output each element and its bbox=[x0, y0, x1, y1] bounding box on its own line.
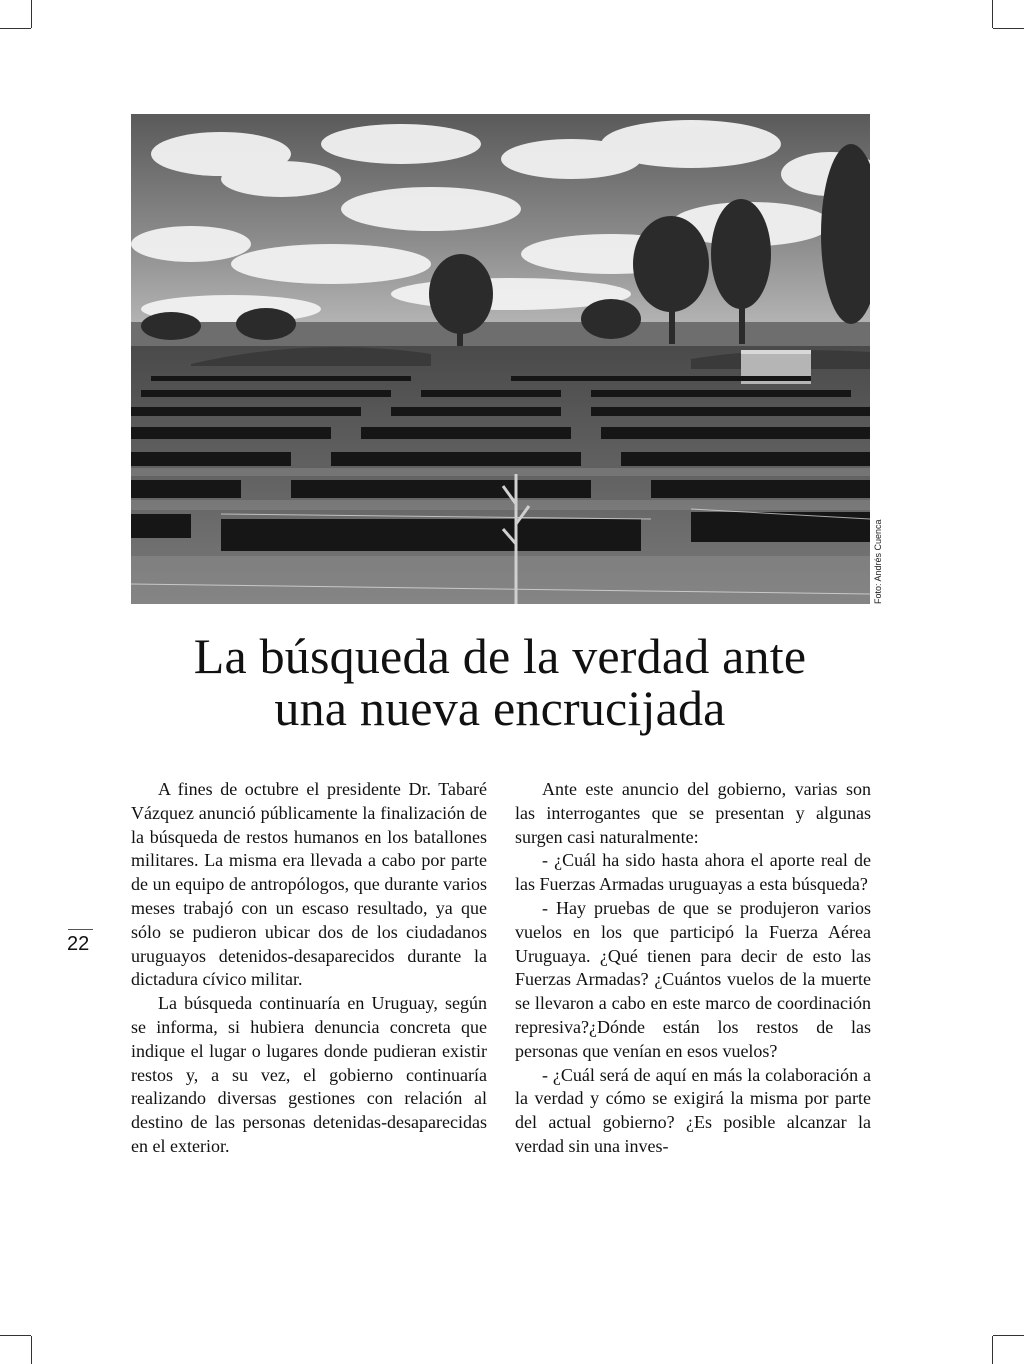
left-column bbox=[131, 778, 487, 1159]
paragraph: La búsqueda continuaría en Uruguay, según se informa, si hubiera denuncia concreta que indique el lugar o lugares donde pudieran existir restos y, a su vez, el gobierno continuaría realizando diversas gestiones con relación al destino de las personas detenidas-desaparecidas en el exterior. bbox=[131, 993, 487, 1156]
right-column bbox=[515, 778, 871, 1159]
paragraph: Ante este anuncio del gobierno, varias son las interrogantes que se presentan y algunas surgen casi naturalmente: bbox=[515, 779, 871, 847]
crop-mark-bottom-left-v bbox=[31, 1336, 32, 1364]
crop-mark-bottom-right-v bbox=[992, 1336, 993, 1364]
article-photo bbox=[131, 114, 870, 604]
question-item: - ¿Cuál ha sido hasta ahora el aporte real de las Fuerzas Armadas uruguayas a esta búsqueda? bbox=[515, 850, 871, 895]
paragraph: A fines de octubre el presidente Dr. Tabaré Vázquez anunció públicamente la finalización de la búsqueda de restos humanos en los batallones militares. La misma era llevada a cabo por parte de un equipo de antropólogos, que durante varios meses trabajó con un escaso resultado, ya que sólo se pudieron ubicar dos de los ciudadanos uruguayos detenidos-desaparecidos durante la dictadura cívico militar. bbox=[131, 779, 487, 990]
question-item: - ¿Cuál será de aquí en más la colaboración a la verdad y cómo se exigirá la misma por parte del actual gobierno? ¿Es posible alcanzar la verdad sin una inves- bbox=[515, 1064, 871, 1156]
photo-credit: Foto: Andrés Cuenca bbox=[873, 519, 883, 604]
page-number: 22 bbox=[67, 933, 90, 955]
crop-mark-top-right-h bbox=[993, 28, 1024, 29]
article-title-line-1: La búsqueda de la verdad ante bbox=[193, 628, 807, 684]
page-number-rule bbox=[68, 929, 93, 930]
crop-mark-top-right-v bbox=[992, 0, 993, 28]
crop-mark-top-left-h bbox=[0, 28, 31, 29]
question-item: - Hay pruebas de que se produjeron varios vuelos en los que participó la Fuerza Aérea Uruguaya. ¿Qué tienen para decir de esto las Fuerzas Armadas? ¿Cuántos vuelos de la muerte se llevaron a cabo en este marco de coordinación represiva?¿Dónde están los restos de las personas que venían en esos vuelos? bbox=[515, 897, 871, 1061]
article-title bbox=[100, 630, 900, 734]
crop-mark-top-left-v bbox=[31, 0, 32, 28]
article-title-line-2: una nueva encrucijada bbox=[274, 680, 726, 736]
crop-mark-bottom-left-h bbox=[0, 1335, 31, 1336]
crop-mark-bottom-right-h bbox=[993, 1335, 1024, 1336]
